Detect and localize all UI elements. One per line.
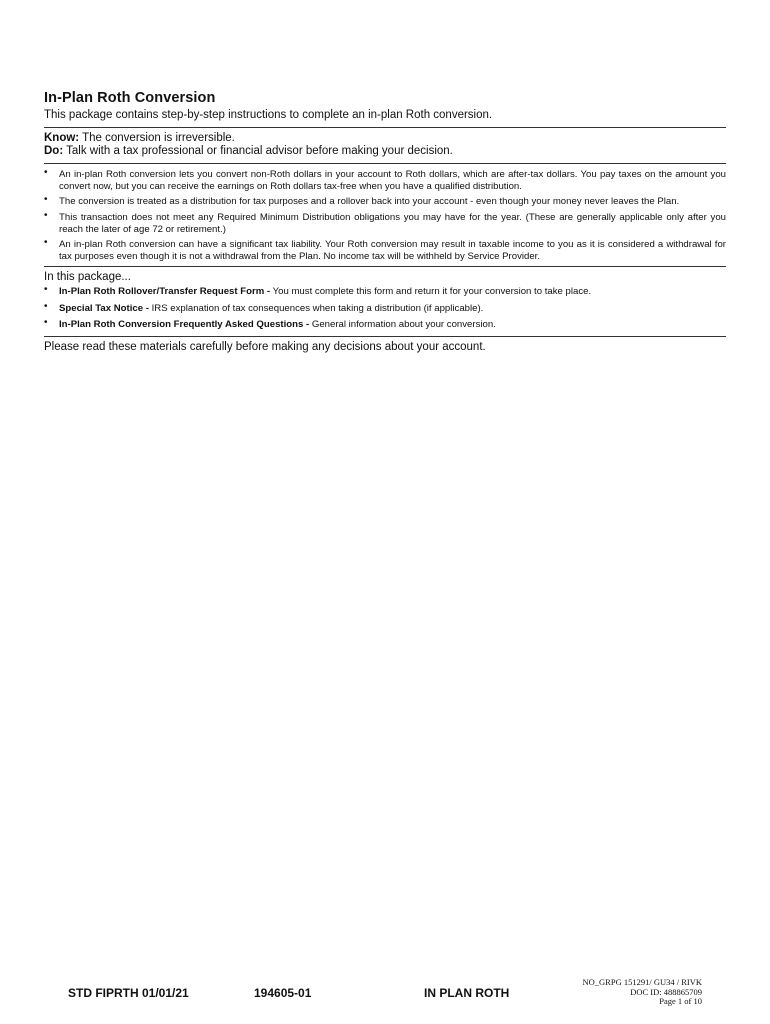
do-text: Talk with a tax professional or financial advisor before making your decision.: [63, 145, 453, 157]
page-title: In-Plan Roth Conversion: [44, 90, 216, 106]
bullet-icon: •: [44, 317, 48, 329]
page-footer: [0, 977, 770, 1016]
list-item: [44, 239, 726, 263]
divider: [44, 127, 726, 128]
list-item: [44, 169, 726, 193]
document-body: [44, 90, 726, 353]
do-line: [44, 145, 726, 158]
know-text: The conversion is irreversible.: [79, 132, 235, 144]
know-line: [44, 132, 726, 145]
bullet-icon: •: [44, 300, 48, 312]
bullet-icon: •: [44, 167, 48, 178]
package-contents-list: [44, 286, 726, 332]
package-item-title: In-Plan Roth Rollover/Transfer Request Form -: [59, 286, 271, 298]
closing-note: Please read these materials carefully before making any decisions about your account.: [44, 340, 486, 353]
footer-form-id: STD FIPRTH 01/01/21: [68, 986, 189, 1000]
footer-page-number: Page 1 of 10: [659, 996, 702, 1006]
package-item-desc: You must complete this form and return it for your conversion to take place.: [270, 286, 592, 298]
bullet-icon: •: [44, 237, 48, 249]
package-item-desc: IRS explanation of tax consequences when taking a distribution (if applicable).: [148, 302, 484, 314]
info-bullet-list: [44, 169, 726, 263]
bullet-text: An in-plan Roth conversion can have a significant tax liability. Your Roth conversion may result in taxable income to you as it is considered a withdrawal for tax purposes even though it is not a withdrawal from the Plan. No income tax will be withheld by Service Provider.: [59, 239, 726, 263]
package-item-title: Special Tax Notice -: [59, 302, 149, 314]
page-subtitle: This package contains step-by-step instructions to complete an in-plan Roth conversion.: [44, 109, 493, 121]
footer-doc-id: DOC ID: 488865709: [630, 986, 702, 997]
divider: [44, 336, 726, 337]
bullet-icon: •: [44, 209, 48, 221]
package-item-desc: General information about your conversion.: [309, 319, 496, 331]
bullet-icon: •: [44, 194, 48, 206]
package-item-title: In-Plan Roth Conversion Frequently Asked Questions -: [59, 319, 310, 331]
list-item: [44, 319, 726, 332]
package-heading: In this package...: [44, 271, 131, 284]
divider: [44, 163, 726, 164]
list-item: [44, 300, 726, 316]
bullet-text: This transaction does not meet any Required Minimum Distribution obligations you may have for the year. (These are generally applicable only after you reach the later of age 72 or retirement.): [59, 211, 726, 235]
know-do-section: [44, 132, 726, 158]
bullet-text: An in-plan Roth conversion lets you convert non-Roth dollars in your account to Roth dollars, which are after-tax dollars. You pay taxes on the amount you convert now, but you can receive the earnings on Roth dollars tax-free when you have a qualified distribution.: [59, 169, 726, 193]
list-item: [44, 286, 726, 299]
footer-label: IN PLAN ROTH: [424, 986, 510, 1000]
do-label: Do:: [44, 145, 64, 157]
bullet-icon: •: [44, 284, 48, 296]
divider: [44, 266, 726, 267]
know-label: Know:: [44, 132, 80, 144]
footer-doc-code: [583, 978, 702, 1007]
bullet-text: The conversion is treated as a distribution for tax purposes and a rollover back into your account - even though your money never leaves the Plan.: [59, 196, 680, 208]
footer-number: 194605-01: [254, 986, 312, 1000]
footer-code-line: NO_GRPG 151291/ GU34 / RIVK: [582, 977, 702, 987]
list-item: [44, 196, 726, 208]
list-item: [44, 209, 726, 236]
